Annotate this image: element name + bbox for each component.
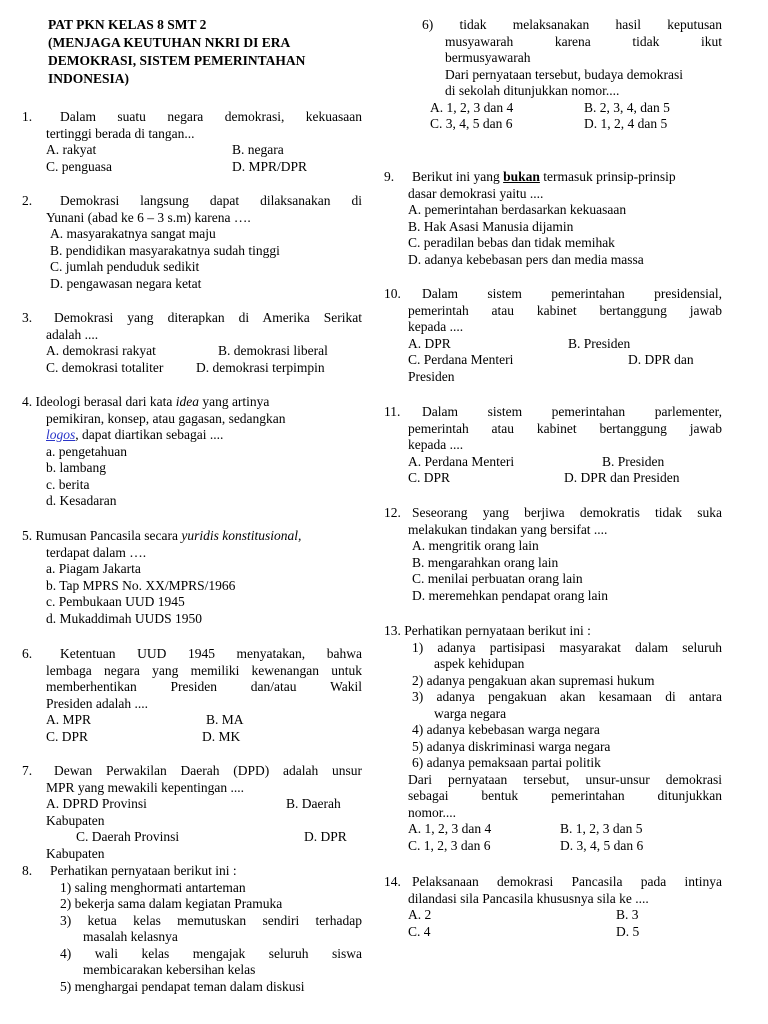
question-8-continued: [384, 17, 722, 133]
question-stem: Yunani (abad ke 6 – 3 s.m) karena ….: [46, 209, 251, 225]
question-conclusion: nomor....: [408, 804, 457, 820]
option-d: D. 3, 4, 5 dan 6: [560, 837, 644, 853]
option-b: B. MA: [206, 712, 244, 727]
option-b: B. 1, 2, 3 dan 5: [560, 821, 643, 836]
option-b: B. demokrasi liberal: [218, 343, 328, 358]
option-c: C. 4: [408, 923, 431, 939]
option-a: A. MPR: [46, 712, 92, 727]
option-b: B. 3: [616, 907, 639, 922]
option-d: d. Mukaddimah UUDS 1950: [46, 610, 202, 626]
option-b: b. Tap MPRS No. XX/MPRS/1966: [46, 577, 236, 593]
statement-item: 5) menghargai pendapat teman dalam diskusi: [60, 978, 305, 994]
option-a: A. DPR: [408, 335, 451, 351]
question-stem: logos, dapat diartikan sebagai ....: [46, 427, 224, 442]
question-number: 2.: [22, 193, 33, 208]
statement-item: 6) adanya pemaksaan partai politik: [412, 755, 601, 770]
question-stem: 5. Rumusan Pancasila secara yuridis konstitusional,: [22, 528, 302, 543]
option-a: A. pemerintahan berdasarkan kekuasaan: [408, 202, 627, 217]
statement-item-continued: aspek kehidupan: [434, 656, 525, 671]
question-3: [22, 310, 362, 376]
option-b: B. mengarahkan orang lain: [412, 554, 559, 570]
question-9: [384, 169, 722, 268]
question-stem: Dalam suatu negara demokrasi, kekuasaan: [60, 109, 362, 124]
option-d: D. pengawasan negara ketat: [50, 275, 202, 291]
emphasis-bukan: bukan: [503, 169, 540, 184]
option-a: A. DPRD Provinsi: [46, 796, 147, 811]
option-a: A. mengritik orang lain: [412, 538, 539, 553]
question-number: 1.: [22, 109, 33, 124]
question-13: [384, 623, 722, 854]
option-b: B. Hak Asasi Manusia dijamin: [408, 218, 574, 234]
statement-item: 4) wali kelas mengajak seluruh siswa: [60, 945, 362, 961]
option-a: A. Perdana Menteri: [408, 453, 515, 469]
option-c: C. Perdana Menteri: [408, 352, 514, 367]
option-c: C. peradilan bebas dan tidak memihak: [408, 235, 615, 250]
option-a: A. 2: [408, 907, 432, 922]
question-stem: Demokrasi yang diterapkan di Amerika Serikat: [54, 310, 362, 325]
question-conclusion: sebagai bentuk pemerintahan ditunjukkan: [408, 788, 722, 803]
option-d: D. MPR/DPR: [232, 158, 308, 174]
option-b-continued: Kabupaten: [46, 812, 105, 828]
option-d: D. 5: [616, 923, 640, 939]
option-c: c. berita: [46, 476, 90, 492]
header-line: PAT PKN KELAS 8 SMT 2: [48, 17, 207, 32]
question-stem: pemerintah atau kabinet bertanggung jawab: [408, 302, 722, 318]
option-c: C. penguasa: [46, 158, 112, 174]
option-a: A. demokrasi rakyat: [46, 343, 156, 358]
option-c: C. DPR: [408, 470, 451, 485]
question-number: 12.: [384, 505, 401, 520]
option-b: B. Presiden: [568, 335, 631, 351]
option-b: B. pendidikan masyarakatnya sudah tinggi: [50, 242, 280, 258]
question-stem: Berikut ini yang bukan termasuk prinsip-prinsip: [412, 169, 676, 184]
question-stem: Dalam sistem pemerintahan presidensial,: [422, 286, 722, 301]
option-d: D. adanya kebebasan pers dan media massa: [408, 251, 644, 267]
question-conclusion: Dari pernyataan tersebut, budaya demokrasi: [445, 66, 684, 82]
question-number: 6.: [22, 646, 33, 661]
option-c: C. 1, 2, 3 dan 6: [408, 837, 491, 853]
question-stem: pemikiran, konsep, atau gagasan, sedangkan: [46, 410, 286, 426]
question-stem: memberhentikan Presiden dan/atau Wakil: [46, 679, 362, 694]
question-number: 8.: [22, 863, 33, 878]
question-number: 11.: [384, 404, 401, 419]
question-12: [384, 505, 722, 604]
option-c: C. menilai perbuatan orang lain: [412, 571, 583, 586]
question-stem: Demokrasi langsung dapat dilaksanakan di: [60, 193, 362, 208]
header-line: INDONESIA): [48, 71, 130, 86]
question-number: 14.: [384, 874, 401, 889]
question-stem: dilandasi sila Pancasila khususnya sila ke ....: [408, 890, 649, 906]
question-stem: melakukan tindakan yang bersifat ....: [408, 521, 608, 537]
statement-item-continued: musyawarah karena tidak ikut: [445, 33, 722, 49]
header-line: DEMOKRASI, SISTEM PEMERINTAHAN: [48, 53, 306, 68]
statement-item-continued: bermusyawarah: [445, 50, 531, 65]
question-stem: Seseorang yang berjiwa demokratis tidak suka: [412, 505, 722, 520]
question-number: 7.: [22, 763, 33, 778]
question-conclusion: di sekolah ditunjukkan nomor....: [445, 83, 620, 98]
option-d: D. DPR: [304, 829, 347, 844]
question-stem: Dalam sistem pemerintahan parlementer,: [422, 404, 722, 419]
statement-item: 5) adanya diskriminasi warga negara: [412, 738, 611, 754]
question-conclusion: Dari pernyataan tersebut, unsur-unsur demokrasi: [408, 771, 722, 787]
option-a: A. 1, 2, 3 dan 4: [408, 821, 492, 836]
question-stem: Perhatikan pernyataan berikut ini :: [50, 863, 237, 878]
question-stem: adalah ....: [46, 326, 99, 342]
question-number: 10.: [384, 286, 401, 301]
option-b: B. Daerah: [286, 796, 341, 811]
option-d: d. Kesadaran: [46, 493, 117, 508]
question-4: [22, 394, 362, 510]
question-2: [22, 193, 362, 292]
option-c: c. Pembukaan UUD 1945: [46, 594, 185, 609]
option-c: C. 3, 4, 5 dan 6: [430, 116, 513, 131]
header-line: (MENJAGA KEUTUHAN NKRI DI ERA: [48, 35, 291, 50]
statement-item-continued: membicarakan kebersihan kelas: [83, 962, 256, 977]
option-d-continued: Kabupaten: [46, 845, 105, 861]
option-a: a. Piagam Jakarta: [46, 561, 141, 576]
question-stem: lembaga negara yang memiliki kewenangan untuk: [46, 662, 362, 678]
question-stem: kepada ....: [408, 437, 464, 452]
question-stem: tertinggi berada di tangan...: [46, 125, 195, 141]
exam-header: [48, 16, 362, 88]
question-stem: Pelaksanaan demokrasi Pancasila pada intinya: [412, 874, 722, 889]
question-stem: pemerintah atau kabinet bertanggung jawab: [408, 420, 722, 436]
statement-item: 4) adanya kebebasan warga negara: [412, 722, 600, 737]
option-d-continued: Presiden: [408, 368, 455, 384]
question-11: [384, 404, 722, 487]
option-a: A. rakyat: [46, 142, 97, 157]
statement-item: 3) ketua kelas memutuskan sendiri terhadap: [60, 912, 362, 928]
option-d: D. 1, 2, 4 dan 5: [584, 116, 668, 131]
question-7: [22, 763, 362, 862]
option-d: D. MK: [202, 728, 241, 744]
statement-item: 3) adanya pengakuan akan kesamaan di antara: [412, 689, 722, 704]
question-stem: Presiden adalah ....: [46, 695, 148, 711]
option-c: C. jumlah penduduk sedikit: [50, 259, 200, 274]
statement-item: 1) adanya partisipasi masyarakat dalam seluruh: [412, 639, 722, 655]
question-1: [22, 109, 362, 175]
question-stem: 13. Perhatikan pernyataan berikut ini :: [384, 623, 591, 638]
statement-item: 2) bekerja sama dalam kegiatan Pramuka: [60, 896, 283, 911]
option-c: C. DPR: [46, 728, 89, 744]
question-stem: kepada ....: [408, 319, 464, 334]
statement-item-continued: masalah kelasnya: [83, 929, 178, 944]
option-c: C. demokrasi totaliter: [46, 359, 164, 375]
question-6: [22, 646, 362, 745]
statement-item: 2) adanya pengakuan akan supremasi hukum: [412, 672, 655, 688]
option-b: B. Presiden: [602, 453, 665, 469]
option-b: B. negara: [232, 142, 284, 157]
option-d: D. DPR dan: [628, 352, 694, 367]
option-a: A. 1, 2, 3 dan 4: [430, 99, 514, 115]
question-5: [22, 528, 362, 627]
option-d: D. meremehkan pendapat orang lain: [412, 587, 609, 603]
question-stem: 4. Ideologi berasal dari kata idea yang artinya: [22, 394, 270, 409]
question-8: [22, 863, 362, 995]
question-stem: Dewan Perwakilan Daerah (DPD) adalah unsur: [54, 763, 362, 778]
question-14: [384, 874, 722, 940]
logos-link[interactable]: logos: [46, 427, 76, 442]
option-c: C. Daerah Provinsi: [76, 829, 180, 844]
question-stem: MPR yang mewakili kepentingan ....: [46, 779, 244, 795]
option-a: a. pengetahuan: [46, 443, 127, 459]
question-stem: Ketentuan UUD 1945 menyatakan, bahwa: [60, 646, 362, 661]
question-stem: dasar demokrasi yaitu ....: [408, 185, 544, 201]
option-b: B. 2, 3, 4, dan 5: [584, 99, 670, 115]
statement-item-continued: warga negara: [434, 705, 507, 721]
statement-item: 1) saling menghormati antarteman: [60, 879, 246, 895]
question-number: 9.: [384, 169, 395, 184]
question-stem: terdapat dalam ….: [46, 544, 147, 560]
option-d: D. demokrasi terpimpin: [196, 359, 325, 375]
option-a: A. masyarakatnya sangat maju: [50, 226, 216, 241]
question-10: [384, 286, 722, 385]
option-b: b. lambang: [46, 460, 106, 475]
option-d: D. DPR dan Presiden: [564, 470, 680, 485]
statement-item: 6) tidak melaksanakan hasil keputusan: [422, 17, 722, 32]
question-number: 3.: [22, 310, 33, 325]
